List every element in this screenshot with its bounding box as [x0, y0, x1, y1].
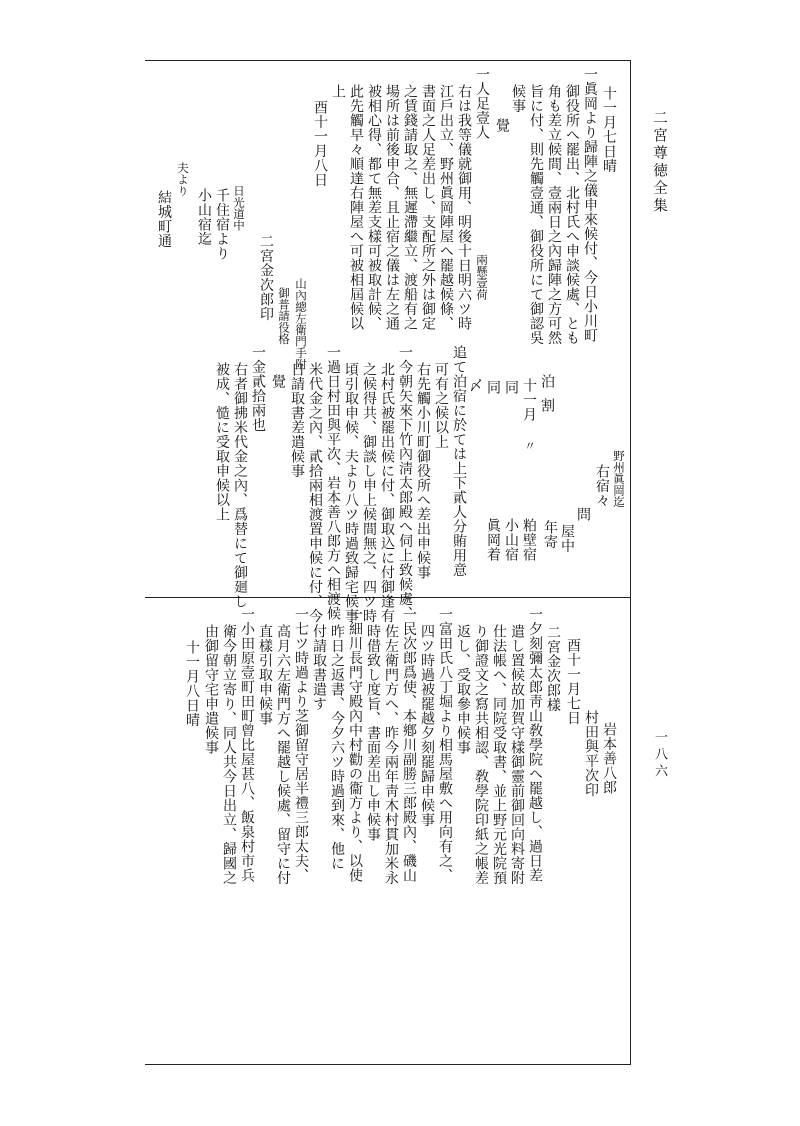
text-line: 遣し置候故加賀守樣御靈前御回向料寄附 [509, 624, 525, 885]
text-line: 衛今朝立寄り、同人共今日出立、歸國之 [221, 624, 237, 885]
item-line: 一人足壹人 [474, 67, 490, 140]
text-line: 直樣引取申候事 [257, 624, 273, 726]
text-line: 付請取書遣す [311, 624, 327, 711]
text-line: 一夕刻彌太郎靑山敎學院へ罷越し、過日差 [527, 607, 543, 883]
text-line: 被成、慥に受取申候以上 [214, 362, 230, 522]
text-line: 頃引取申候、夫より八ツ時過致歸宅候事 [343, 362, 359, 623]
text-line: 角も差立候間、壹兩日之內歸陣之方可然 [546, 84, 562, 345]
text-line: 江戶出立、野州眞岡陣屋へ罷越候條、 [438, 84, 454, 331]
route-line: 夫より [176, 162, 190, 197]
signer-name: 二宮金次郎印 [258, 234, 274, 321]
text-line: 一眞岡より歸陣之儀申來候付、今日小川町 [582, 67, 598, 343]
text-line: 米代金之內、貳拾兩相渡置申候に付、今 [307, 362, 323, 623]
text-line: 昨日之返書、今夕六ツ時過到來、他に [329, 624, 345, 871]
addressee: 二宮金次郎樣 [545, 625, 561, 712]
text-line: 佐左衛門方へ、昨今兩年靑木村貫加米永 [383, 624, 399, 885]
text-line: 之候得共、御談し申上候間無之、四ツ時 [361, 362, 377, 623]
frame-right-rule [630, 60, 631, 1065]
stay-label: 同 [503, 380, 519, 395]
text-line: 四ツ時過被罷越夕刻罷歸申候事 [419, 624, 435, 827]
signer-title-2: 御普請役格 [277, 287, 291, 345]
stay-month-dots: 〃 [523, 440, 537, 452]
stay-place: 粕壁宿 [521, 518, 537, 562]
text-line: 場所は前後申合、且止宿之儀は左之通 [384, 84, 400, 331]
text-line: 高月六左衛門方へ罷越し候處、留守に付 [275, 624, 291, 885]
text-line: 一民次郎爲使、本鄕川副勝三郎殿內、磯山 [401, 607, 417, 883]
text-line: 之賃錢請取之、無遲滯繼立、渡船有之 [402, 84, 418, 331]
text-line: 一小田原壹町田町曾比屋甚八、飯泉村市兵 [239, 607, 255, 883]
signer-title-1: 山內總左衛門手附 [294, 278, 308, 370]
route-heading: 日光道中 [232, 185, 246, 231]
frame-top-rule [145, 60, 631, 61]
addressee-line: 屋中 [559, 524, 575, 553]
text-line: 候事 [510, 84, 526, 113]
page-number: 一八六 [652, 730, 667, 781]
route-line: 結城町通 [156, 190, 172, 248]
text-line: 時借致し度旨、書面差出し申候事 [365, 624, 381, 842]
route-line: 小山宿迄 [196, 188, 212, 246]
text-line: 一金貳拾兩也 [250, 345, 266, 432]
text-line: 旨に付、則先觸壹通、御役所にて御認吳 [528, 84, 544, 345]
text-line: 右は我等儀就御用、明後十日明六ツ時 [456, 84, 472, 331]
stay-month: 十一月 [521, 378, 537, 422]
text-line: 被相心得、都て無差支樣可被取計候、 [366, 84, 382, 331]
text-line: 追て泊宿に於ては上下貳人分賄用意 [451, 345, 467, 577]
entry-date: 十一月八日晴 [184, 640, 200, 727]
destination-line: 野州眞岡迄 [612, 450, 626, 508]
text-line: 可有之候以上 [433, 362, 449, 449]
memo-heading: 覺 [270, 374, 286, 389]
stay-label: 〆 [467, 378, 483, 393]
stay-place: 眞岡着 [485, 518, 501, 562]
destination-line: 右宿々 [594, 464, 610, 508]
text-line: 一富田氏八丁堀より相馬屋敷へ用向有之、 [437, 607, 453, 883]
stay-place: 小山宿 [503, 518, 519, 562]
text-line: 右者御拂米代金之內、爲替にて御廻し [232, 362, 248, 609]
text-line: 此先觸早々順達右陣屋へ可被相屆候以 [348, 84, 364, 331]
text-line: 一七ツ時過より芝御留守居半禮三郎太夫、 [293, 607, 309, 883]
notice-date: 酉十一月八日 [312, 100, 328, 187]
text-line: 仕法帳へ、同院受取書、並上野元光院預 [491, 624, 507, 885]
signer-name: 村田與平次印 [583, 710, 599, 797]
memo-heading: 覺 [494, 118, 510, 133]
item-note: 兩懸壹荷 [475, 254, 489, 300]
text-line: 由御留守宅申遣候事 [203, 624, 219, 755]
text-line: 書面之人足差出し、支配所之外は御定 [420, 84, 436, 331]
text-line: 右先觸小川町御役所へ差出申候事 [415, 362, 431, 580]
text-line: 北村氏被罷出候に付、御取込に付御逢有 [379, 362, 395, 623]
text-line: 返し、受取參申候事 [455, 624, 471, 755]
signer-name: 岩本善八郎 [601, 722, 617, 795]
text-line: り御證文之寫共相認、敎學院印紙之帳差 [473, 624, 489, 885]
text-line: 一今朝矢來下竹內淸太郎殿へ伺上致候處、 [397, 345, 413, 621]
text-line: 上 [330, 84, 346, 99]
text-line: 御役所へ罷出、北村氏へ申談候處、とも [564, 84, 580, 345]
text-line: 一過日村田與平次、岩本善八郎方へ相渡候 [325, 345, 341, 621]
frame-bottom-rule [145, 1064, 631, 1065]
stay-schedule-heading: 泊割 [539, 374, 555, 422]
addressee-line: 問 [575, 507, 591, 522]
document-date: 酉十一月七日 [565, 638, 581, 725]
text-line: 一細川長門守殿內中村勸の衞方より、以使 [347, 607, 363, 883]
book-title: 二宮尊徳全集 [651, 110, 667, 215]
entry-date: 十一月七日晴 [601, 86, 617, 173]
text-line: 日請取書差遣候事 [289, 362, 305, 478]
stay-label: 同 [485, 380, 501, 395]
addressee-line: 年寄 [542, 520, 558, 549]
route-line: 千住宿より [214, 188, 230, 261]
